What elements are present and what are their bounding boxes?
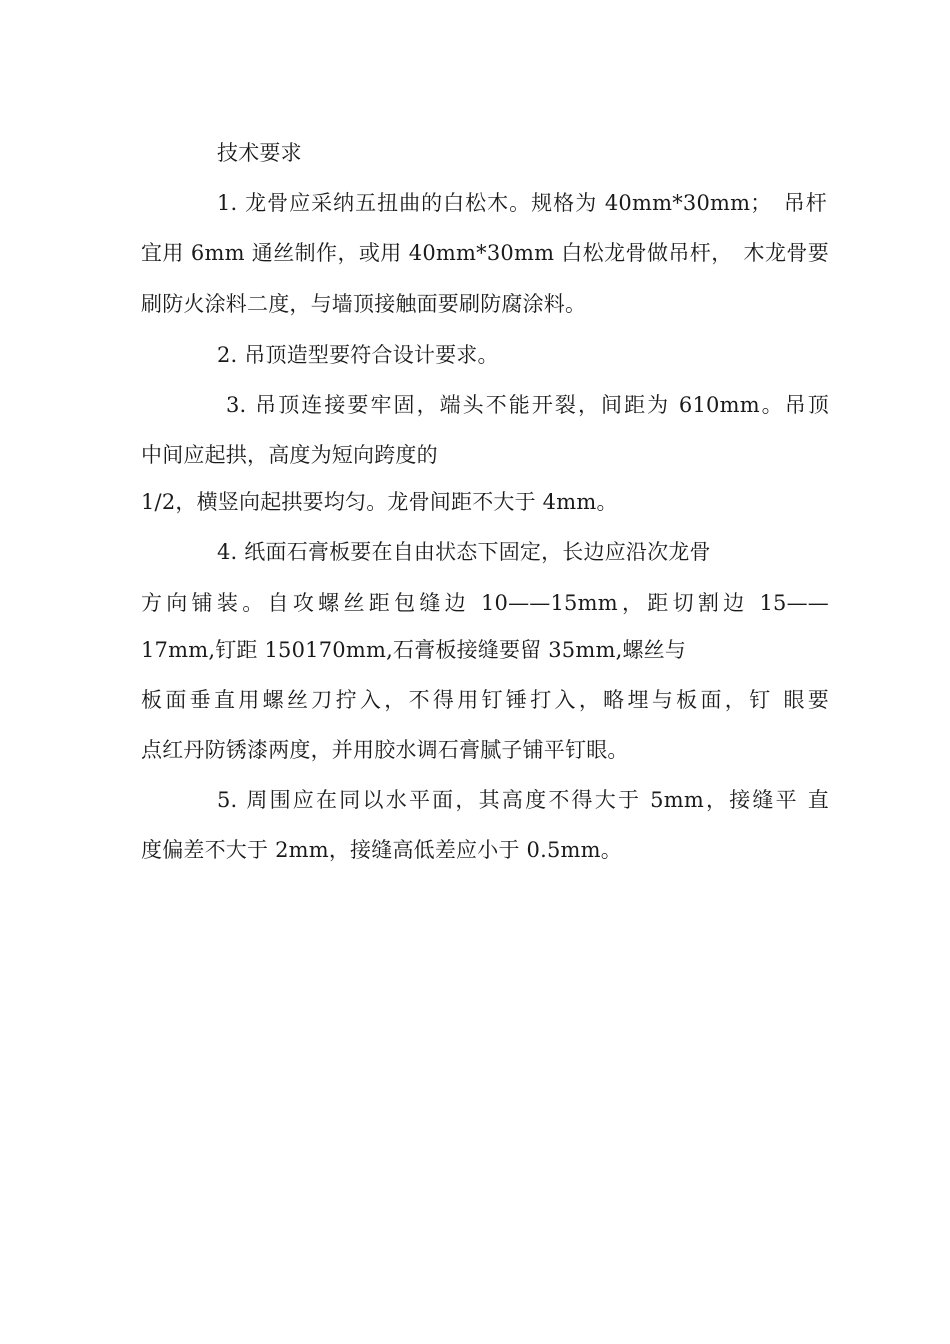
paragraph-5-line-2: 度偏差不大于 2mm，接缝高低差应小于 0.5mm。 [141, 838, 622, 862]
paragraph-4-line-3: 17mm,钉距 150170mm,石膏板接缝要留 35mm,螺丝与 [141, 638, 687, 662]
paragraph-4-line-1: 4. 纸面石膏板要在自由状态下固定，长边应沿次龙骨 [217, 540, 711, 564]
paragraph-5-line-1: 5. 周围应在同以水平面，其高度不得大于 5mm，接缝平 直 [217, 788, 829, 812]
paragraph-3-line-1: 3. 吊顶连接要牢固，端头不能开裂，间距为 610mm。吊顶 [226, 393, 829, 417]
paragraph-4-line-2: 方向铺装。自攻螺丝距包缝边 10——15mm，距切割边 15—— [141, 591, 829, 615]
paragraph-1-line-3: 刷防火涂料二度，与墙顶接触面要刷防腐涂料。 [141, 292, 587, 316]
paragraph-2-line-1: 2. 吊顶造型要符合设计要求。 [217, 343, 499, 367]
paragraph-1-line-2: 宜用 6mm 通丝制作，或用 40mm*30mm 白松龙骨做吊杆， 木龙骨要 [141, 241, 829, 265]
paragraph-1-line-1: 1. 龙骨应采纳五扭曲的白松木。规格为 40mm*30mm； 吊杆 [217, 191, 827, 215]
document-title: 技术要求 [217, 141, 302, 165]
paragraph-4-line-5: 点红丹防锈漆两度，并用胶水调石膏腻子铺平钉眼。 [141, 738, 629, 762]
paragraph-4-line-4: 板面垂直用螺丝刀拧入，不得用钉锤打入，略埋与板面，钉 眼要 [141, 688, 829, 712]
paragraph-3-line-2: 中间应起拱，高度为短向跨度的 [141, 443, 438, 467]
paragraph-3-line-3: 1/2，横竖向起拱要均匀。龙骨间距不大于 4mm。 [141, 490, 618, 514]
